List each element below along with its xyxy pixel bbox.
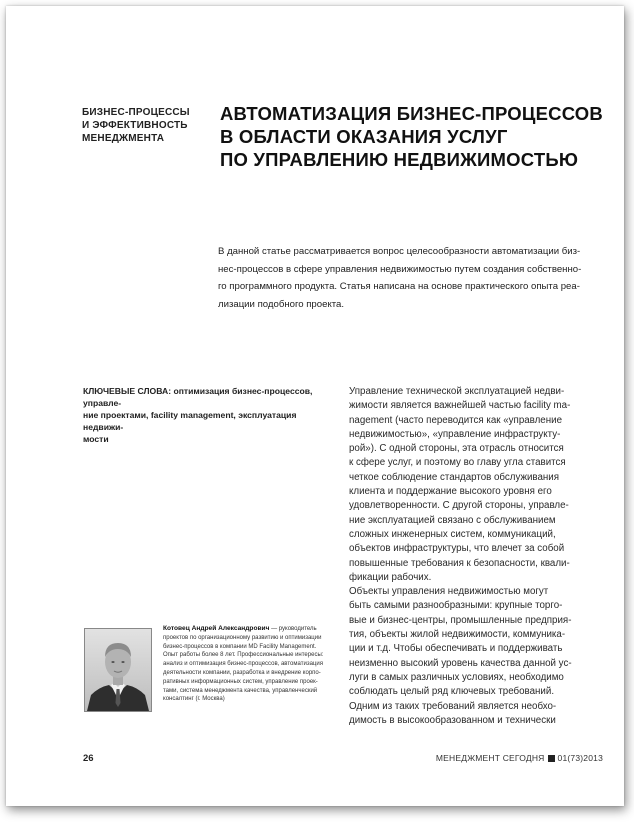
section-label: БИЗНЕС-ПРОЦЕССЫ И ЭФФЕКТИВНОСТЬ МЕНЕДЖМЕНТА — [82, 107, 190, 144]
article-body: Управление технической эксплуатацией недви- жимости является важнейшей частью facility ma- nagement (часто переводится как «управление недвижимостью», «управление инфраструкту- рой»). С одной стороны, эта отрасль относится к сфере услуг, и поэтому во главу угла ставится четкое соблюдение стандартов обслуживания клиента и поддержание высокого уровня его удовлетворенности. С другой стороны, управле- ние эксплуатацией связано с обслуживанием сложных инженерных систем, коммуникаций, объектов инфраструктуры, что влечет за собой повышенные требования к безопасности, квали- фикации рабочих. Объекты управления недвижимостью могут быть самыми разнообразными: крупные торго- вые и бизнес-центры, промышленные предприя- тия, объекты жилой недвижимости, коммуника- ции и т.д. Чтобы обеспечивать и поддерживать неизменно высокий уровень качества данной ус- луги в самых различных условиях, необходимо соблюдать целый ряд ключевых требований. Одним из таких требований является необхо- димость в высокообразованном и технически — [349, 386, 572, 726]
keywords: КЛЮЧЕВЫЕ СЛОВА: оптимизация бизнес-процессов, управле- ние проектами, facility management, эксплуатация недвижи- мости — [83, 386, 313, 444]
page-number: 26 — [83, 753, 94, 764]
journal-footer — [436, 753, 603, 763]
author-photo — [84, 628, 152, 712]
article-title: АВТОМАТИЗАЦИЯ БИЗНЕС-ПРОЦЕССОВ В ОБЛАСТИ ОКАЗАНИЯ УСЛУГ ПО УПРАВЛЕНИЮ НЕДВИЖИМОСТЬЮ — [220, 103, 603, 170]
magazine-page — [6, 6, 624, 806]
author-bio — [163, 625, 333, 704]
issue-number: 01(73)2013 — [557, 753, 603, 763]
article-abstract: В данной статье рассматривается вопрос целесообразности автоматизации биз- нес-процессов в сфере управления недвижимостью путем создания собственно- го программного продукта. Статья написана на основе практического опыта реа- лизации подобного проекта. — [218, 246, 582, 310]
author-description: — руководитель проектов по организационному развитию и оптимизации бизнес-процессов в компании MD Facility Management. Опыт работы более 8 лет. Профессиональные интересы: анализ и оптимизация бизнес-процессов, автоматизация деятельности компании, разработка и внедрение корпо- ративных информационных систем, управление проек- тами, система менеджмента качества, управленческий консалтинг (г. Москва) — [163, 626, 324, 703]
author-name: Котовец Андрей Александрович — [163, 625, 270, 632]
square-separator-icon — [548, 755, 555, 762]
journal-name: МЕНЕДЖМЕНТ СЕГОДНЯ — [435, 753, 545, 763]
